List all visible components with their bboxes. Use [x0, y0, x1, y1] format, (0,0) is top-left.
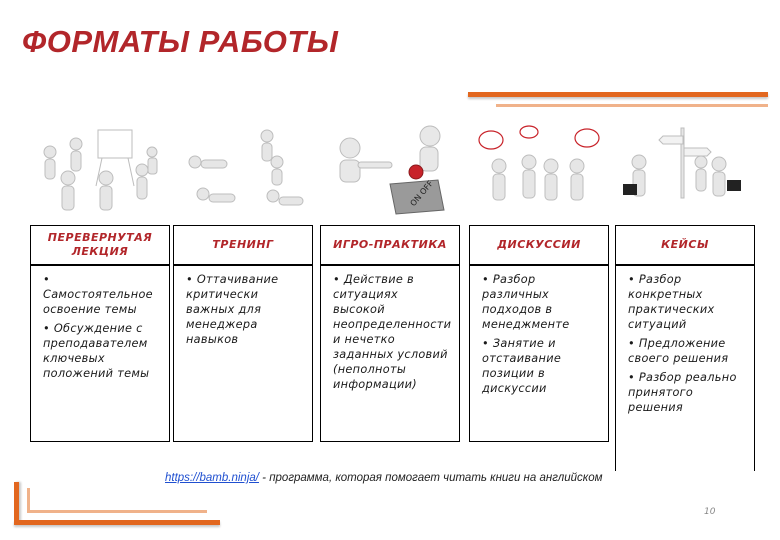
bullet: • Разбор реально принятого решения — [628, 371, 737, 414]
briefcase-icon — [623, 184, 637, 195]
flipchart-illustration — [30, 122, 170, 218]
corner-accent-vertical — [14, 482, 19, 524]
exercising-figures-illustration — [173, 122, 313, 218]
top-accent-bar — [468, 92, 768, 97]
bullet: • Самостоятельное освоение темы — [43, 273, 153, 316]
heading-discussions: ДИСКУССИИ — [469, 225, 609, 265]
corner-accent-horizontal-light — [27, 510, 207, 513]
bullet: • Разбор конкретных практических ситуаций — [628, 273, 715, 331]
body-cases — [615, 265, 755, 471]
heading-game-practice: ИГРО-ПРАКТИКА — [320, 225, 460, 265]
switch-label: ON OFF — [408, 178, 435, 208]
top-accent-bar-light — [496, 104, 768, 107]
slide-title: ФОРМАТЫ РАБОТЫ — [22, 24, 339, 59]
on-off-switch-illustration — [320, 122, 460, 218]
speech-bubbles-illustration — [469, 122, 609, 218]
bullet: • Действие в ситуациях высокой неопределенности и нечетко заданных условий (неполноты информации) — [333, 273, 452, 391]
briefcase-icon — [727, 180, 741, 191]
body-training — [173, 265, 313, 442]
page-number: 10 — [704, 507, 716, 517]
bullet: • Занятие и отстаивание позиции в дискуссии — [482, 337, 562, 395]
bullet: • Оттачивание критически важных для менеджера навыков — [186, 273, 279, 346]
body-flipped-lecture — [30, 265, 170, 442]
bullet: • Предложение своего решения — [628, 337, 729, 365]
footer-text: - программа, которая помогает читать книги на английском — [258, 472, 603, 484]
body-game-practice — [320, 265, 460, 442]
heading-cases: КЕЙСЫ — [615, 225, 755, 265]
bullet: • Разбор различных подходов в менеджменте — [482, 273, 570, 331]
corner-accent-vertical-light — [27, 488, 30, 512]
footer-note — [165, 472, 602, 484]
bullet: • Обсуждение с преподавателем ключевых положений темы — [43, 322, 150, 380]
briefcases-signpost-illustration — [615, 122, 755, 218]
corner-accent-horizontal — [14, 520, 220, 525]
heading-flipped-lecture: ПЕРЕВЕРНУТАЯ ЛЕКЦИЯ — [30, 225, 170, 265]
bamb-ninja-link[interactable]: https://bamb.ninja/ — [165, 472, 259, 484]
body-discussions — [469, 265, 609, 442]
heading-training: ТРЕНИНГ — [173, 225, 313, 265]
